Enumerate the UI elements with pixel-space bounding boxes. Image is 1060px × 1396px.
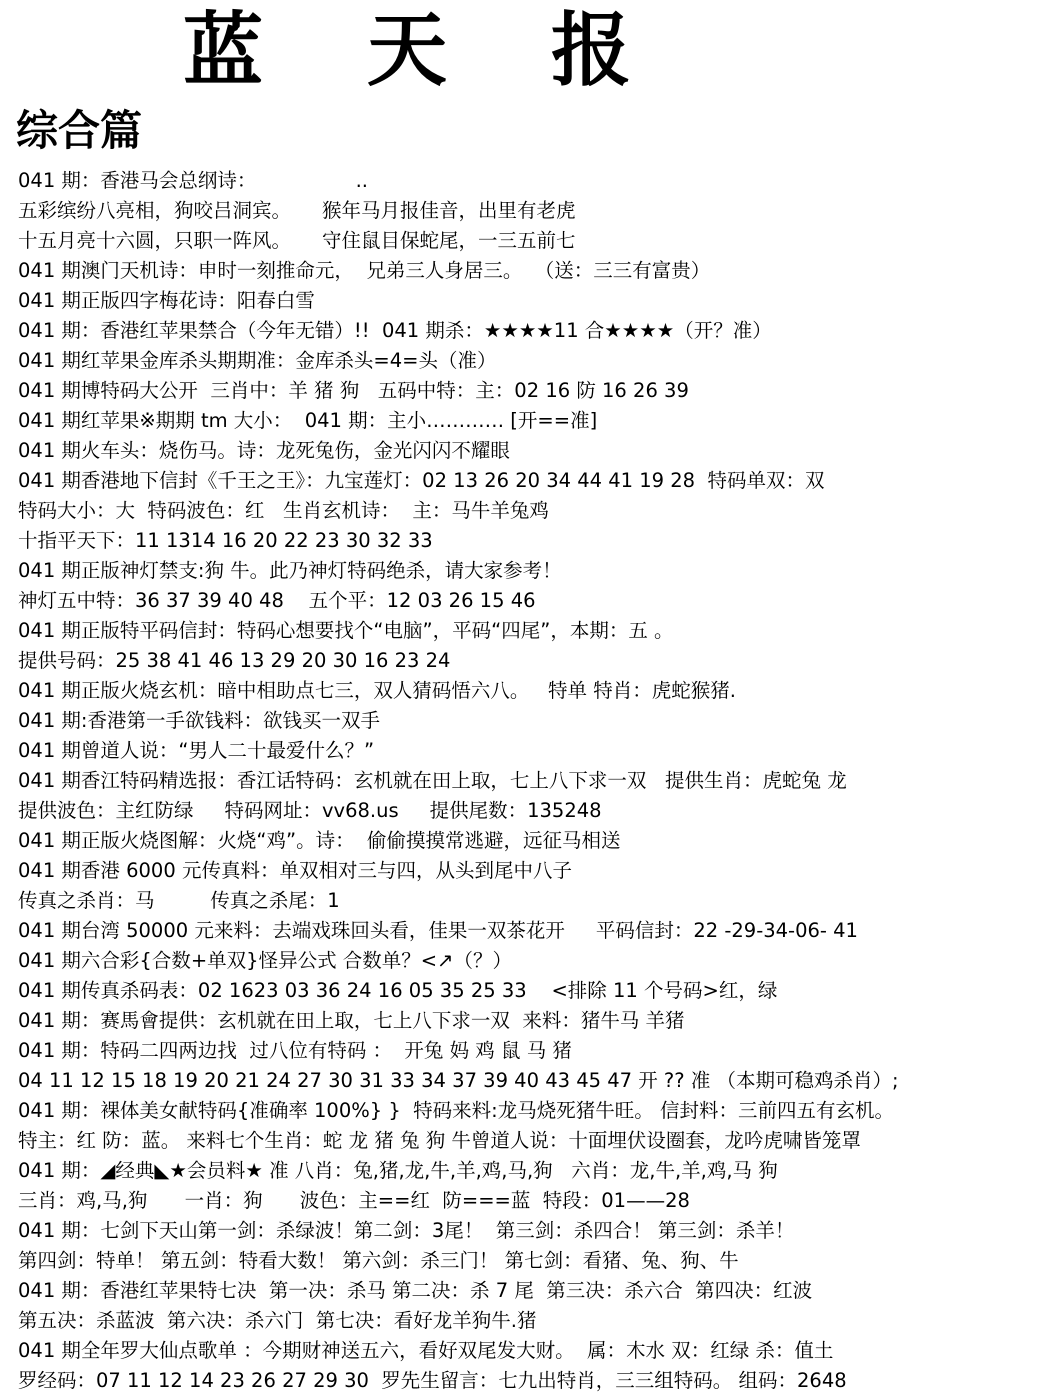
text-line: 041 期：香港红苹果禁合（今年无错）!! 041 期杀：★★★★11 合★★★★（开？准） — [18, 319, 772, 342]
text-line: 041 期传真杀码表：02 1623 03 36 24 16 05 35 25 33 <排除 11 个号码>红，绿 — [18, 979, 778, 1002]
text-line: 041 期香港 6000 元传真料：单双相对三与四，从头到尾中八子 — [18, 859, 572, 882]
text-line: 特码大小：大 特码波色：红 生肖玄机诗： 主：马牛羊兔鸡 — [18, 499, 549, 522]
text-line: 041 期博特码大公开 三肖中：羊 猪 狗 五码中特：主：02 16 防 16 26 39 — [18, 379, 689, 402]
text-line: 十五月亮十六圆，只职一阵风。 守住鼠目保蛇尾，一三五前七 — [18, 229, 576, 252]
content-lines — [18, 166, 1054, 1396]
text-line: 041 期六合彩{合数+单双}怪异公式 合数单？<↗（？） — [18, 949, 512, 972]
text-line: 041 期正版四字梅花诗：阳春白雪 — [18, 289, 315, 312]
text-line: 041 期：裸体美女献特码{准确率 100%} } 特码来料:龙马烧死猪牛旺。 信封料：三前四五有玄机。 — [18, 1099, 894, 1122]
text-line: 041 期：◢经典◣★会员料★ 准 八肖：兔,猪,龙,牛,羊,鸡,马,狗 六肖：龙,牛,羊,鸡,马 狗 — [18, 1159, 778, 1182]
text-line: 041 期：香港马会总纲诗： .. — [18, 169, 368, 192]
text-line: 041 期澳门天机诗：申时一刻推命元， 兄弟三人身居三。 （送：三三有富贵） — [18, 259, 711, 282]
text-line: 第五决：杀蓝波 第六决：杀六门 第七决：看好龙羊狗牛.猪 — [18, 1309, 537, 1332]
page-title — [0, 4, 830, 96]
text-line: 041 期：特码二四两边找 过八位有特码 ： 开兔 妈 鸡 鼠 马 猪 — [18, 1039, 572, 1062]
text-line: 041 期香港地下信封《千王之王》：九宝莲灯：02 13 26 20 34 44 41 19 28 特码单双：双 — [18, 469, 825, 492]
text-line: 第四剑：特单！ 第五剑：特看大数！ 第六剑：杀三门！ 第七剑：看猪、兔、狗、牛 — [18, 1249, 739, 1272]
text-line: 041 期：七剑下天山第一剑：杀绿波！第二剑：3尾！ 第三剑：杀四合！ 第三剑：杀羊！ — [18, 1219, 795, 1242]
text-line: 041 期正版火烧玄机：暗中相助点七三，双人猜码悟六八。 特单 特肖：虎蛇猴猪. — [18, 679, 736, 702]
text-line: 提供波色：主红防绿 特码网址：vv68.us 提供尾数：135248 — [18, 799, 602, 822]
text-line: 041 期全年罗大仙点歌单 ：今期财神送五六，看好双尾发大财。 属：木水 双：红绿 杀：值土 — [18, 1339, 834, 1362]
text-line: 传真之杀肖：马 传真之杀尾：1 — [18, 889, 340, 912]
text-line: 041 期：香港红苹果特七决 第一决：杀马 第二决：杀 7 尾 第三决：杀六合 第四决：红波 — [18, 1279, 813, 1302]
text-line: 三肖：鸡,马,狗 一肖：狗 波色：主==红 防===蓝 特段：01——28 — [18, 1189, 690, 1212]
text-line: 041 期曾道人说：“男人二十最爱什么？” — [18, 739, 375, 762]
text-line: 十指平天下：11 1314 16 20 22 23 30 32 33 — [18, 529, 433, 552]
text-line: 041 期火车头：烧伤马。诗：龙死兔伤，金光闪闪不耀眼 — [18, 439, 510, 462]
text-line: 特主：红 防：蓝。 来料七个生肖：蛇 龙 猪 兔 狗 牛曾道人说：十面埋伏设圈套，龙吟虎啸皆笼罩 — [18, 1129, 861, 1152]
text-line: 041 期台湾 50000 元来料：去端戏珠回头看，佳果一双茶花开 平码信封：22 -29-34-06- 41 — [18, 919, 858, 942]
title-char-2: 天 — [367, 3, 447, 97]
text-line: 04 11 12 15 18 19 20 21 24 27 30 31 33 34 37 39 40 43 45 47 开 ?? 准 （本期可稳鸡杀肖）; — [18, 1069, 899, 1092]
text-line: 041 期正版火烧图解：火烧“鸡”。诗： 偷偷摸摸常逃避，远征马相送 — [18, 829, 621, 852]
text-line: 041 期香江特码精选报：香江话特码：玄机就在田上取，七上八下求一双 提供生肖：虎蛇兔 龙 — [18, 769, 847, 792]
text-line: 神灯五中特：36 37 39 40 48 五个平：12 03 26 15 46 — [18, 589, 536, 612]
title-char-1: 蓝 — [183, 3, 263, 97]
text-line: 罗经码：07 11 12 14 23 26 27 29 30 罗先生留言：七九出特肖，三三组特码。 组码：2648 — [18, 1369, 847, 1392]
text-line: 041 期红苹果※期期 tm 大小： 041 期：主小………… [开==准] — [18, 409, 598, 432]
text-line: 提供号码：25 38 41 46 13 29 20 30 16 23 24 — [18, 649, 451, 672]
text-line: 041 期正版神灯禁支:狗 牛。此乃神灯特码绝杀，请大家参考！ — [18, 559, 562, 582]
text-line: 041 期正版特平码信封：特码心想要找个“电脑”，平码“四尾”，本期：五 。 — [18, 619, 674, 642]
section-heading: 综合篇 — [16, 106, 143, 155]
text-line: 五彩缤纷八亮相，狗咬吕洞宾。 猴年马月报佳音，出里有老虎 — [18, 199, 576, 222]
text-line: 041 期:香港第一手欲钱料：欲钱买一双手 — [18, 709, 380, 732]
title-char-3: 报 — [551, 3, 631, 97]
text-line: 041 期：赛馬會提供：玄机就在田上取，七上八下求一双 来料：猪牛马 羊猪 — [18, 1009, 685, 1032]
text-line: 041 期红苹果金库杀头期期准：金库杀头=4=头（准） — [18, 349, 497, 372]
